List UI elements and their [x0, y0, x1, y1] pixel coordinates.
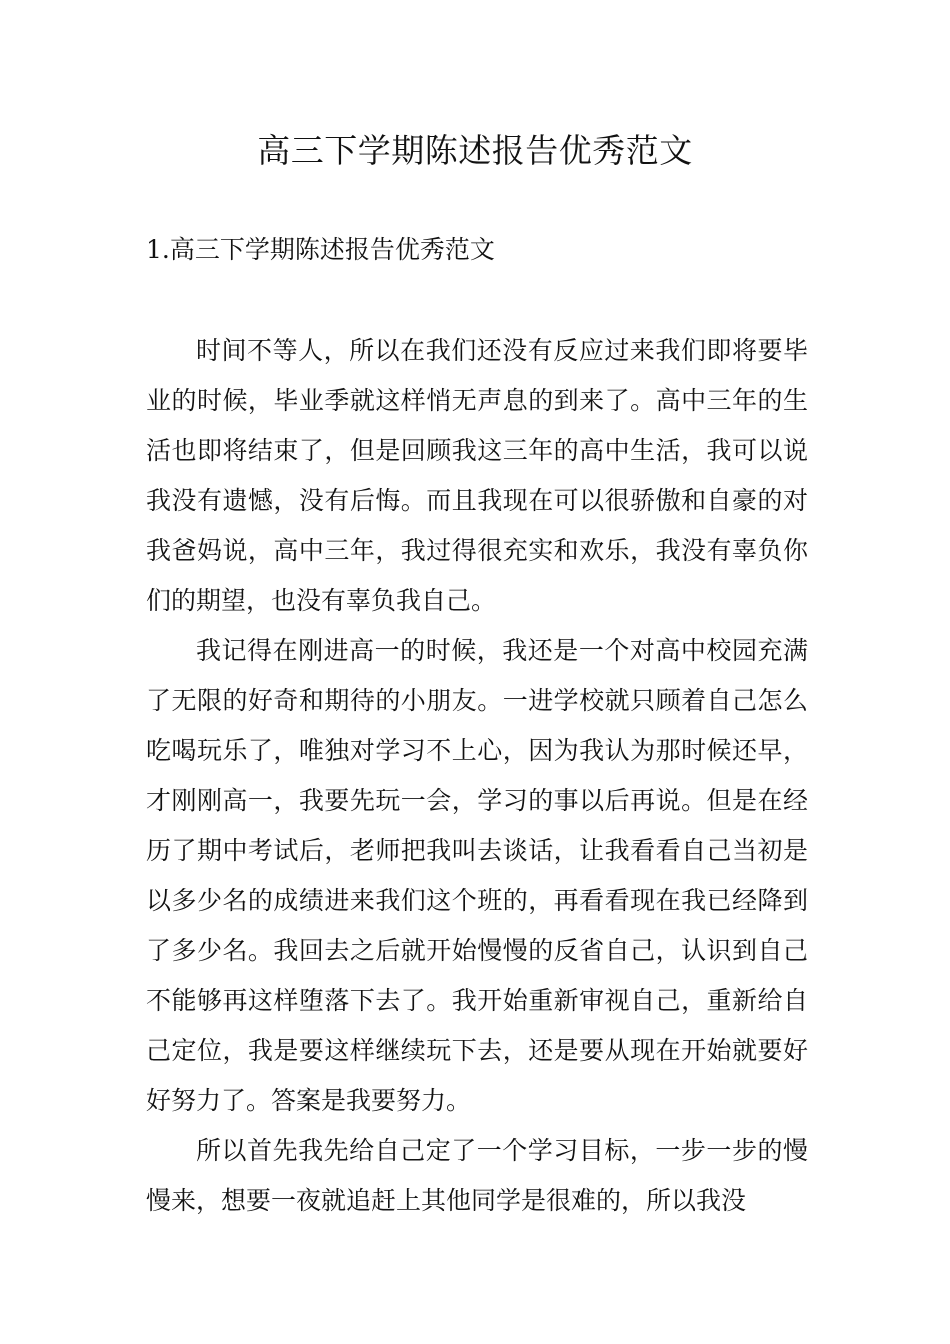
- document-body: [146, 326, 808, 1226]
- document-title: 高三下学期陈述报告优秀范文: [257, 131, 693, 170]
- paragraph: 时间不等人，所以在我们还没有反应过来我们即将要毕业的时候，毕业季就这样悄无声息的到来了。高中三年的生活也即将结束了，但是回顾我这三年的高中生活，我可以说我没有遗憾，没有后悔。而且我现在可以很骄傲和自豪的对我爸妈说，高中三年，我过得很充实和欢乐，我没有辜负你们的期望，也没有辜负我自己。: [146, 336, 808, 615]
- paragraph: 我记得在刚进高一的时候，我还是一个对高中校园充满了无限的好奇和期待的小朋友。一进学校就只顾着自己怎么吃喝玩乐了，唯独对学习不上心，因为我认为那时候还早，才刚刚高一，我要先玩一会，学习的事以后再说。但是在经历了期中考试后，老师把我叫去谈话，让我看看自己当初是以多少名的成绩进来我们这个班的，再看看现在我已经降到了多少名。我回去之后就开始慢慢的反省自己，认识到自己不能够再这样堕落下去了。我开始重新审视自己，重新给自己定位，我是要这样继续玩下去，还是要从现在开始就要好好努力了。答案是我要努力。: [146, 636, 808, 1115]
- paragraph: 所以首先我先给自己定了一个学习目标，一步一步的慢慢来，想要一夜就追赶上其他同学是很难的，所以我没: [146, 1136, 808, 1215]
- section-heading: 1.高三下学期陈述报告优秀范文: [146, 235, 495, 264]
